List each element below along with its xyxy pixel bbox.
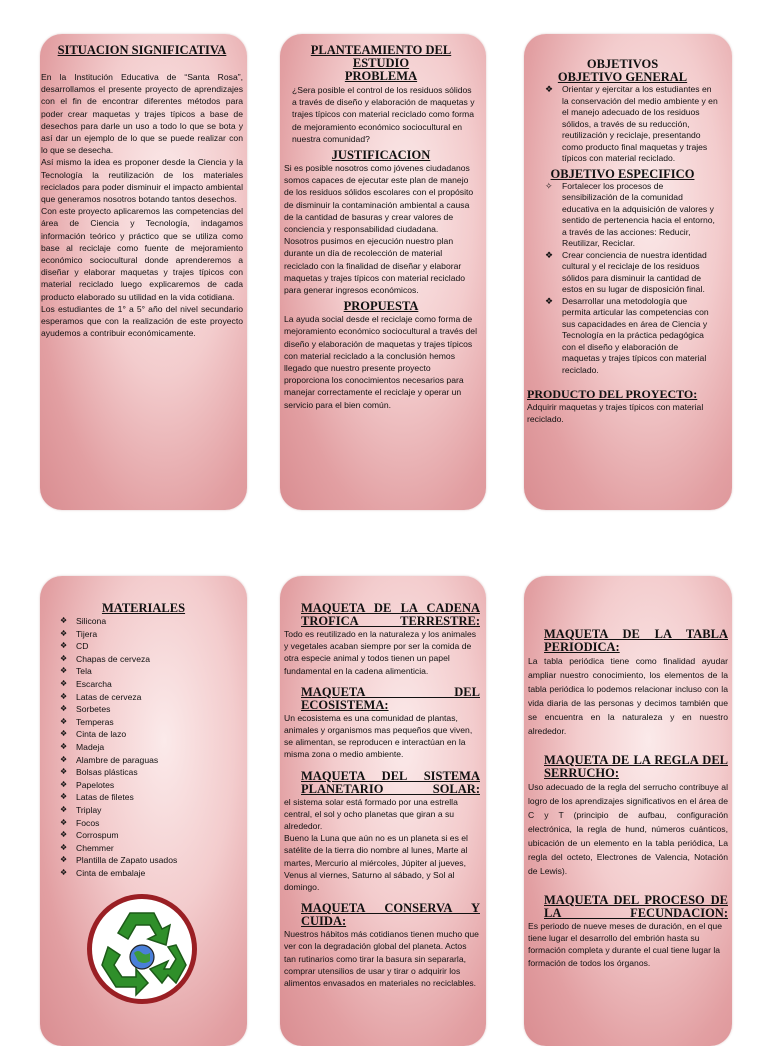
diamond-outline-bullet-icon: ❖ [60,767,68,777]
situacion-title: SITUACION SIGNIFICATIVA [57,43,227,57]
diamond-outline-bullet-icon: ❖ [60,616,68,625]
material-label: Latas de cerveza [76,691,142,702]
diamond-bullet-icon: ❖ [545,249,554,260]
list-item [527,84,718,165]
panel-maquetas-1 [280,576,486,1046]
panel-objetivos [524,34,732,510]
section-title-sistema-solar: MAQUETA DEL SISTEMA PLANETARIO SOLAR: [301,768,480,796]
section-title-regla-serrucho: MAQUETA DE LA REGLA DEL SERRUCHO: [544,753,728,780]
material-item [60,665,243,678]
section-title-conserva-cuida: MAQUETA CONSERVA Y CUIDA: [301,901,480,929]
panel-planteamiento [280,34,486,510]
justificacion-text: Nosotros pusimos en ejecución nuestro plan durante un día de recolección de material reciclado con la finalidad de diseñar y elaborar maquetas y trajes típicos con material reciclado para generar ingresos económicos. [284,236,466,296]
material-item [60,640,243,653]
material-label: Tela [76,666,92,677]
panel-materiales [40,576,247,1046]
material-label: Bolsas plásticas [76,767,138,778]
objetivos-title: OBJETIVOS [586,57,659,71]
diamond-outline-bullet-icon: ❖ [60,641,68,651]
producto-text: Adquirir maquetas y trajes típicos con material reciclado. [527,402,704,425]
diamond-outline-bullet-icon: ❖ [60,830,68,840]
material-item [60,653,243,666]
list-item [527,296,718,377]
section-text: Bueno la Luna que aún no es un planeta si es el satélite de la tierra dio nombre al lunes, Marte al martes, Mercurio al miércoles, Júpiter al jueves, Venus al viernes, Saturno al sábado, y Sol al domingo. [284,833,468,893]
material-label: Tijera [76,628,98,639]
propuesta-title: PROPUESTA [343,299,419,314]
material-label: Sorbetes [76,704,111,715]
diamond-outline-bullet-icon: ❖ [60,754,68,764]
diamond-outline-bullet-icon: ❖ [60,729,68,739]
objetivo-especifico-text: Fortalecer los procesos de sensibilización de la comunidad educativa en la adquisición de valores y sentido de pertenencia hacia el entorno, a través de las acciones: Reducir, Reutilizar, Reciclar. [562,180,715,248]
material-label: Triplay [76,804,102,815]
justificacion-text: Si es posible nosotros como jóvenes ciudadanos somos capaces de ejecutar este plan de manejo de los residuos sólidos escolares con el propósito de disminuir la contaminación ambiental a causa de la cantidad de basuras y crear valores de conciencia y responsabilidad ciudadana. [284,163,474,235]
material-label: Cinta de lazo [76,729,127,740]
material-item [60,703,243,716]
material-item [60,615,243,628]
diamond-outline-bullet-icon: ❖ [60,804,68,814]
panel-situacion [40,34,247,510]
producto-title: PRODUCTO DEL PROYECTO: [527,387,698,401]
materiales-title: MATERIALES [101,601,186,615]
list-item [527,181,718,250]
objetivo-especifico-text: Desarrollar una metodología que permita articular las competencias con sus capacidades en área de Ciencia y Tecnología en la práctica pedagógica con el diseño y elaboración de maquetas y trajes típicos con material reciclado. [562,295,709,375]
objetivo-especifico-text: Crear conciencia de nuestra identidad cultural y el reciclaje de los residuos sólidos para disminuir la cantidad de estos en su lugar de disposición final. [562,249,707,294]
material-item [60,716,243,729]
material-item [60,854,243,867]
situacion-paragraph: En la Institución Educativa de “Santa Rosa”, desarrollamos el presente proyecto de aprendizajes con el fin de encontrar diferentes métodos para poder crear maquetas y trajes típicos a base de desechos para darle un uso a todo lo que se bota y así dar un ejemplo de lo que se puede realizar con lo que se desecha. [41,72,243,156]
section-text: Todo es reutilizado en la naturaleza y los animales y vegetales acaban siempre por ser la comida de otra especie animal y todos tienen un papel fundamental en la cadena alimenticia. [284,629,477,676]
diamond-bullet-icon: ❖ [545,84,554,94]
material-item [60,754,243,767]
objetivo-especifico-list [527,181,718,377]
material-item [60,817,243,830]
material-label: Cinta de embalaje [76,867,146,878]
diamond-outline-bullet-icon: ❖ [60,666,68,676]
material-item [60,728,243,741]
planteamiento-title: PLANTEAMIENTO DEL ESTUDIO [310,43,452,70]
diamond-outline-bullet-icon: ❖ [60,842,68,852]
material-label: Madeja [76,741,105,752]
section-text: el sistema solar está formado por una estrella central, el sol y ocho planetas que giran a su alrededor. [284,796,458,832]
diamond-outline-bullet-icon: ❖ [60,653,68,663]
situacion-paragraph: Con este proyecto aplicaremos las competencias del área de Ciencia y Tecnología, indagamos información teórico y práctico que se utiliza como base al reciclaje como fuente de mejoramiento económico sociocultural donde aprenderemos a diseñar y elaborar maquetas y trajes típicos con material reciclado luego explicaremos de cada producto elaborado su utilidad en la vida cotidiana. [41,206,243,302]
situacion-paragraph: Así mismo la idea es proponer desde la Ciencia y la Tecnología la reutilización de los materiales reciclados para poder disminuir el impacto ambiental que generamos nosotros botando tantos desechos. [41,157,243,205]
material-label: Temperas [76,716,114,727]
diamond-outline-bullet-icon: ❖ [60,704,68,714]
diamond-outline-bullet-icon: ❖ [60,741,68,751]
section-title-ecosistema: MAQUETA DEL ECOSISTEMA: [301,684,480,712]
material-label: Papelotes [76,779,115,790]
section-title-fecundacion: MAQUETA DEL PROCESO DE LA FECUNDACION: [544,893,728,920]
material-label: Plantilla de Zapato usados [76,855,178,866]
material-label: Chapas de cerveza [76,653,151,664]
material-item [60,842,243,855]
material-item [60,867,243,880]
material-label: Alambre de paraguas [76,754,159,765]
material-item [60,766,243,779]
objetivo-especifico-title: OBJETIVO ESPECIFICO [550,166,695,181]
recycling-logo-icon [87,894,197,1004]
material-label: Latas de filetes [76,792,134,803]
material-item [60,691,243,704]
material-item [60,678,243,691]
material-item [60,741,243,754]
material-item [60,791,243,804]
diamond-outline-bullet-icon: ✧ [545,180,553,191]
situacion-paragraph: Los estudiantes de 1° a 5° año del nivel secundario esperamos que con la realización de este proyecto ayudemos a contribuir económicamente. [41,303,243,339]
diamond-outline-bullet-icon: ❖ [60,678,68,688]
objetivo-general-title: OBJETIVO GENERAL [557,70,688,84]
section-text: Un ecosistema es una comunidad de plantas, animales y organismos mas pequeños que viven, se alimentan, se reproducen e interactúan en la misma zona o medio ambiente. [284,712,473,760]
material-item [60,804,243,817]
problema-title: PROBLEMA [344,69,418,83]
material-label: Corrospum [76,830,119,841]
diamond-outline-bullet-icon: ❖ [60,691,68,701]
material-item [60,829,243,842]
section-title-tabla-periodica: MAQUETA DE LA TABLA PERIODICA: [544,627,728,654]
list-item [527,250,718,296]
diamond-outline-bullet-icon: ❖ [60,855,68,865]
material-label: Silicona [76,616,107,626]
material-item [60,628,243,641]
propuesta-text: La ayuda social desde el reciclaje como forma de mejoramiento económico sociocultural a través del diseño y elaboración de maquetas y trajes típicos con material reciclado a la conclusión hemos llegado que nuestro presente proyecto proporciona los conocimientos necesarios para manejar correctamente el reciclaje y operar un servicio para el bien común. [284,314,477,410]
objetivo-general-text: Orientar y ejercitar a los estudiantes en la conservación del medio ambiente y en el manejo adecuado de los residuos sólidos, a través de su reducción, reutilización y reciclaje, presentando como producto final maquetas y trajes típicos con material reciclado. [562,84,718,163]
diamond-outline-bullet-icon: ❖ [60,867,68,877]
diamond-outline-bullet-icon: ❖ [60,792,68,802]
panel-maquetas-2 [524,576,732,1046]
diamond-bullet-icon: ❖ [545,295,554,306]
section-title-cadena-trofica: MAQUETA DE LA CADENA TROFICA TERRESTRE: [301,601,480,628]
diamond-outline-bullet-icon: ❖ [60,716,68,726]
section-text: Nuestros hábitos más cotidianos tienen mucho que ver con la degradación global del planeta. Actos tan rutinarios como tirar la basura sin separarla, comprar utensilios de usar y tirar o adquirir los alimentos envasados en materiales no reciclables. [284,929,479,989]
section-text: La tabla periódica tiene como finalidad ayudar ampliar nuestro conocimiento, los elementos de la tabla periódica lo podemos relacionar incluso con la vida diaria de las personas y decimos también que se encuentra en la naturaleza y en nuestro alrededor. [528,656,728,736]
problema-text: ¿Sera posible el control de los residuos sólidos a través de diseño y elaboración de maquetas y trajes típicos con material reciclado como forma de mejoramiento económico sociocultural en nuestra comunidad? [292,85,475,144]
objetivo-general-list [527,84,718,165]
material-label: Escarcha [76,678,112,689]
diamond-outline-bullet-icon: ❖ [60,817,68,827]
section-text: Es periodo de nueve meses de duración, en el que tiene lugar el desarrollo del embrión hasta su formación completa y durante el cual tiene lugar la formación de todos los órganos. [528,921,722,968]
material-label: Chemmer [76,842,114,853]
material-label: CD [76,641,89,652]
section-text: Uso adecuado de la regla del serrucho contribuye al logro de los aprendizajes significativos en el área de C y T (principio de aufbau, configuración electrónica, la regla de hund, números cuánticos, ubicación de un elemento en la tabla periódica, La regla del octeto, Electrones de Valencia, Notación de Lewis). [528,782,728,876]
materiales-list [44,615,243,879]
material-label: Focos [76,817,100,828]
justificacion-title: JUSTIFICACION [331,148,431,163]
material-item [60,779,243,792]
diamond-outline-bullet-icon: ❖ [60,628,68,638]
diamond-outline-bullet-icon: ❖ [60,779,68,789]
